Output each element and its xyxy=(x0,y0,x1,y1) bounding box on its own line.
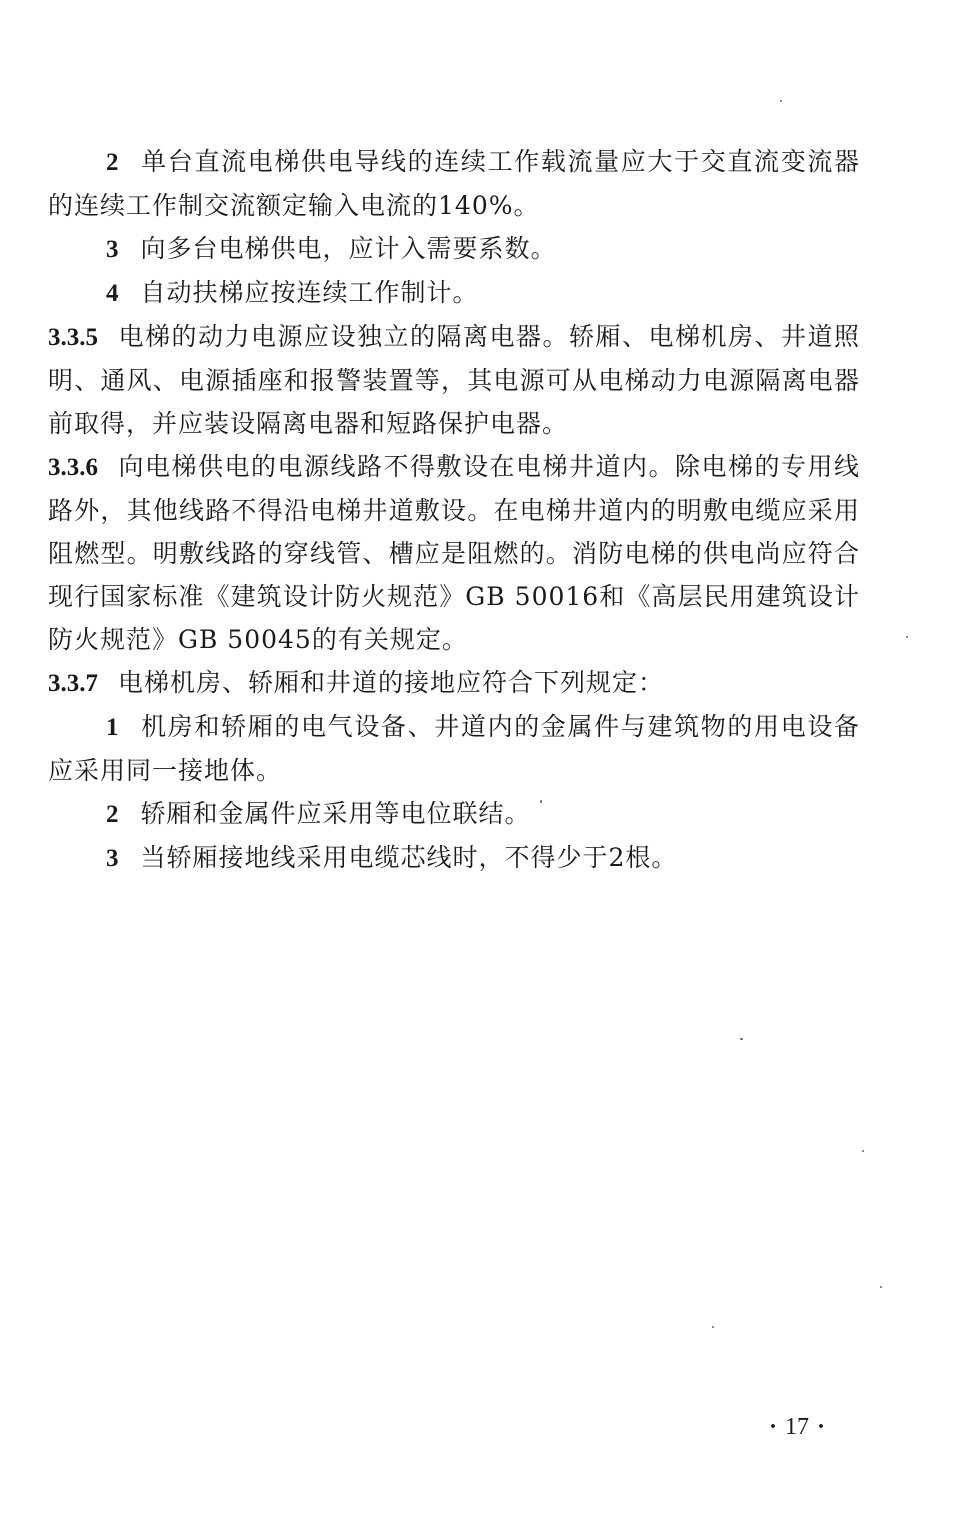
item-number: 1 xyxy=(106,714,119,741)
item-number: 2 xyxy=(106,149,119,176)
item-1-common-earth xyxy=(48,705,860,792)
item-3-demand-factor xyxy=(48,227,860,271)
page-number xyxy=(752,1412,842,1442)
scan-speck xyxy=(540,800,542,803)
clause-3-3-6 xyxy=(48,445,860,661)
scan-speck xyxy=(740,1038,743,1040)
page-number-right-dot: · xyxy=(817,1414,826,1440)
scan-speck xyxy=(880,1286,882,1288)
item-2-current-capacity xyxy=(48,140,860,227)
item-text: 当轿厢接地线采用电缆芯线时，不得少于2根。 xyxy=(140,843,678,872)
item-4-escalator xyxy=(48,271,860,315)
clause-number: 3.3.5 xyxy=(48,324,98,351)
clause-text: 向电梯供电的电源线路不得敷设在电梯井道内。除电梯的专用线路外，其他线路不得沿电梯井道敷设。在电梯井道内的明敷电缆应采用阻燃型。明敷线路的穿线管、槽应是阻燃的。消防电梯的供电尚应符合现行国家标准《建筑设计防火规范》GB 50016和《高层民用建筑设计防火规范》GB 50045的有关规定。 xyxy=(48,452,860,654)
page-number-left-dot: · xyxy=(768,1414,777,1440)
item-text: 机房和轿厢的电气设备、井道内的金属件与建筑物的用电设备应采用同一接地体。 xyxy=(48,712,860,785)
item-number: 2 xyxy=(106,801,119,828)
scan-speck xyxy=(780,100,782,102)
scan-speck xyxy=(712,1326,714,1328)
clause-text: 电梯机房、轿厢和井道的接地应符合下列规定： xyxy=(118,668,665,697)
scan-speck xyxy=(906,636,908,638)
clause-number: 3.3.7 xyxy=(48,670,98,697)
item-text: 单台直流电梯供电导线的连续工作载流量应大于交直流变流器的连续工作制交流额定输入电流的140%。 xyxy=(48,147,860,220)
body-text xyxy=(48,140,860,880)
scan-speck xyxy=(862,1150,864,1152)
clause-3-3-7 xyxy=(48,661,860,705)
item-number: 4 xyxy=(106,280,119,307)
clause-number: 3.3.6 xyxy=(48,454,98,481)
clause-text: 电梯的动力电源应设独立的隔离电器。轿厢、电梯机房、井道照明、通风、电源插座和报警装置等，其电源可从电梯动力电源隔离电器前取得，并应装设隔离电器和短路保护电器。 xyxy=(48,322,860,438)
item-3-earth-conductors xyxy=(48,836,860,880)
item-text: 自动扶梯应按连续工作制计。 xyxy=(140,278,479,307)
item-number: 3 xyxy=(106,845,119,872)
item-text: 向多台电梯供电，应计入需要系数。 xyxy=(140,234,557,263)
page-number-value: 17 xyxy=(785,1414,809,1440)
item-number: 3 xyxy=(106,236,119,263)
item-2-equipotential xyxy=(48,792,860,836)
clause-3-3-5 xyxy=(48,315,860,445)
item-text: 轿厢和金属件应采用等电位联结。 xyxy=(140,799,531,828)
